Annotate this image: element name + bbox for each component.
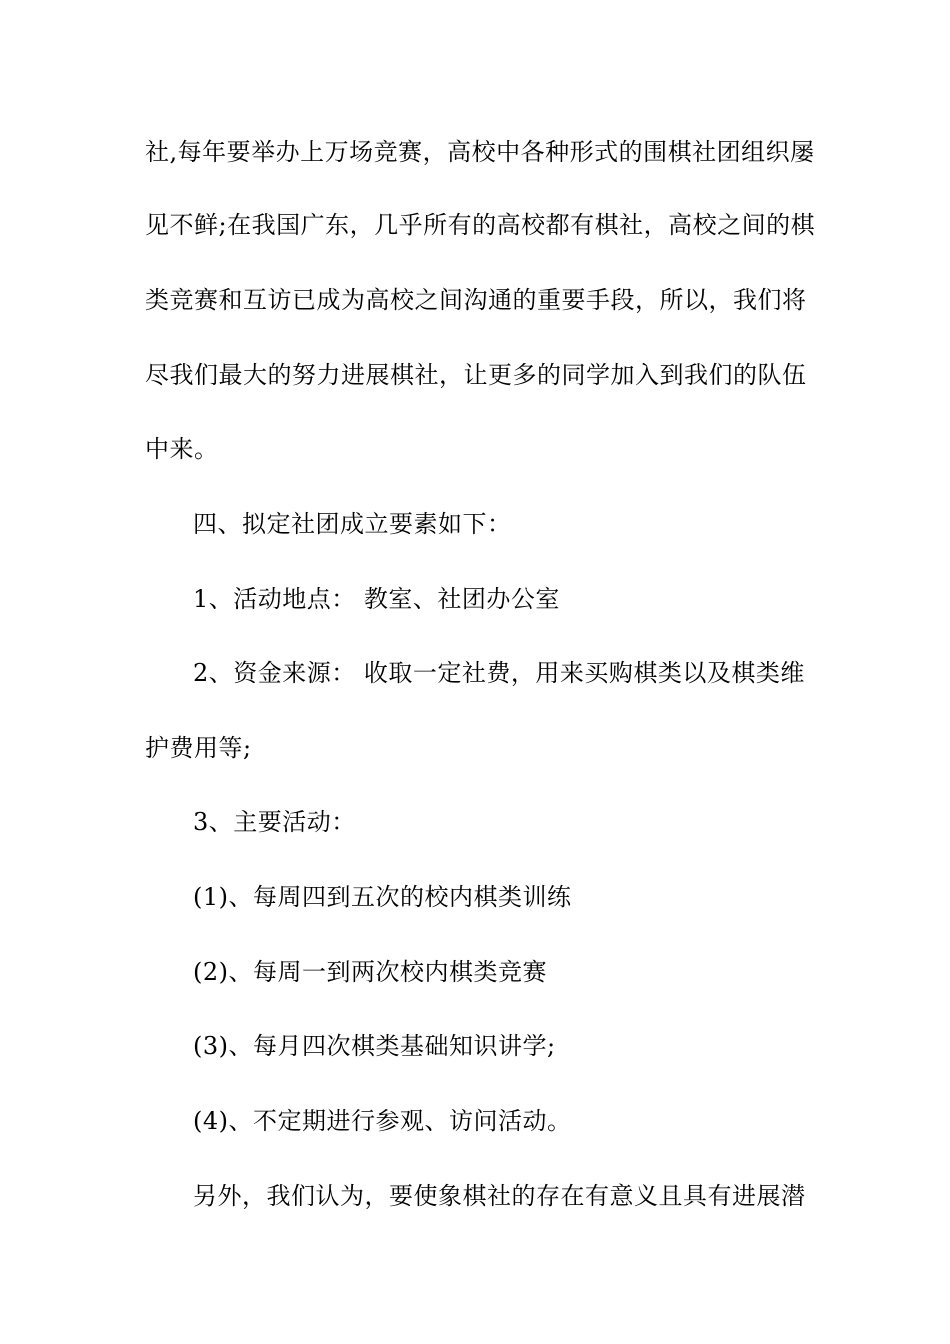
paragraph-line: 护费用等; xyxy=(145,734,252,762)
paragraph-line: 中来。 xyxy=(145,435,219,463)
section-heading: 四、拟定社团成立要素如下： xyxy=(193,510,512,538)
list-item: (3)、每月四次棋类基础知识讲学; xyxy=(193,1032,556,1060)
list-item: (1)、每周四到五次的校内棋类训练 xyxy=(193,883,572,911)
paragraph-line: 尽我们最大的努力进展棋社，让更多的同学加入到我们的队伍 xyxy=(145,361,807,389)
list-item: (2)、每周一到两次校内棋类竞赛 xyxy=(193,958,547,986)
list-item: 3、主要活动： xyxy=(193,808,356,836)
paragraph-line: 见不鲜;在我国广东，几乎所有的高校都有棋社，高校之间的棋 xyxy=(145,211,816,239)
list-item: 1、活动地点： 教室、社团办公室 xyxy=(193,585,560,613)
list-item: (4)、不定期进行参观、访问活动。 xyxy=(193,1107,572,1135)
paragraph-line: 另外，我们认为，要使象棋社的存在有意义且具有进展潜 xyxy=(193,1182,806,1210)
paragraph-line: 类竞赛和互访已成为高校之间沟通的重要手段，所以，我们将 xyxy=(145,286,807,314)
list-item: 2、资金来源： 收取一定社费，用来买购棋类以及棋类维 xyxy=(193,659,805,687)
paragraph-line: 社,每年要举办上万场竞赛，高校中各种形式的围棋社团组织屡 xyxy=(145,138,815,166)
